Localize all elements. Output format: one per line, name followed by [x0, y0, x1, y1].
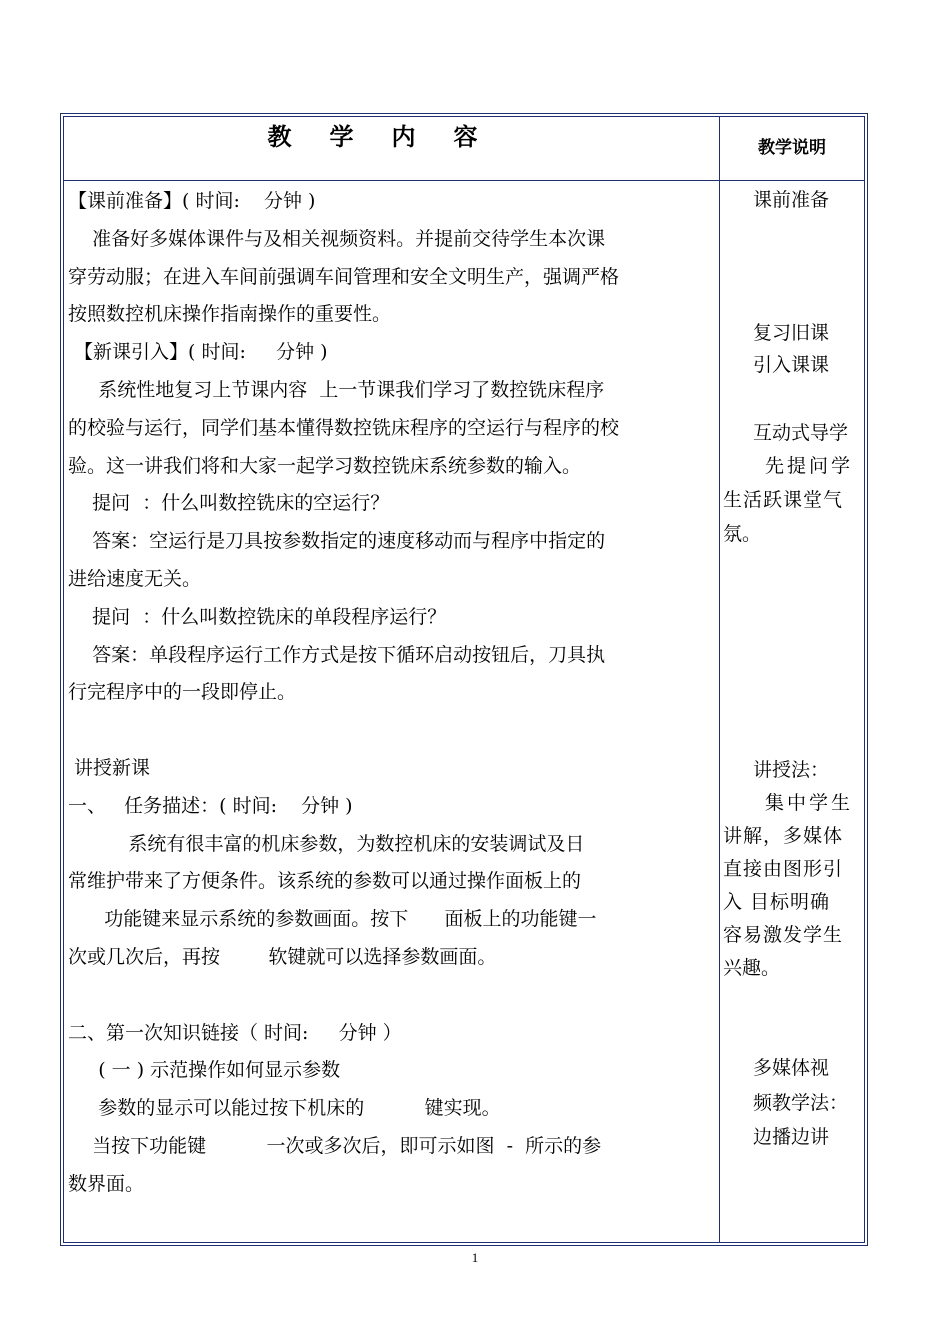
side-note: 互动式导学 [753, 422, 849, 444]
teaching-content-heading: 教学内容 [267, 123, 516, 151]
page-number: 1 [471, 1250, 479, 1265]
teaching-notes-heading: 教学说明 [758, 138, 826, 158]
content-line: 准备好多媒体课件与及相关视频资料。并提前交待学生本次课 [68, 227, 606, 250]
side-note: 讲解，多媒体 [723, 825, 844, 847]
side-note: 入 目标明确 [723, 891, 831, 913]
content-line: 数界面。 [68, 1172, 145, 1195]
content-line: 次或几次后，再按 软键就可以选择参数画面。 [68, 945, 497, 968]
side-note: 讲授法： [753, 759, 830, 781]
side-note: 多媒体视 [753, 1057, 830, 1079]
content-line: 【课前准备】( 时间: 分钟 ) [68, 190, 316, 212]
header-divider [64, 180, 864, 181]
content-line: 进给速度无关。 [68, 567, 202, 590]
teaching-content-body [68, 183, 718, 1204]
side-note: 集中学生 [765, 792, 854, 814]
content-line: 一、 任务描述：( 时间: 分钟 ) [68, 794, 353, 817]
content-line: ( 一 ) 示范操作如何显示参数 [68, 1059, 341, 1082]
side-note: 生活跃课堂气 [723, 489, 844, 511]
content-line: 当按下功能键 一次或多次后，即可示如图 - 所示的参 [68, 1134, 602, 1157]
side-note: 复习旧课 [753, 322, 830, 344]
content-line: 提问 ：什么叫数控铣床的单段程序运行？ [68, 605, 447, 628]
side-note: 直接由图形引 [723, 858, 844, 880]
content-line: 答案：空运行是刀具按参数指定的速度移动而与程序中指定的 [68, 530, 606, 553]
side-note: 兴趣。 [723, 957, 781, 979]
side-note: 先提问学 [765, 455, 854, 477]
content-line: 系统性地复习上节课内容 上一节课我们学习了数控铣床程序 [68, 378, 605, 401]
content-line: 二、第一次知识链接（ 时间: 分钟 ） [68, 1021, 402, 1044]
content-line: 的校验与运行，同学们基本懂得数控铣床程序的空运行与程序的校 [68, 416, 620, 439]
side-note: 氛。 [723, 523, 762, 545]
content-line: 提问 ：什么叫数控铣床的空运行？ [68, 492, 390, 515]
content-line [68, 712, 718, 750]
side-note: 边播边讲 [753, 1126, 830, 1148]
content-line: 【新课引入】( 时间: 分钟 ) [68, 341, 328, 364]
content-line: 穿劳动服；在进入车间前强调车间管理和安全文明生产，强调严格 [68, 265, 620, 288]
content-line: 答案：单段程序运行工作方式是按下循环启动按钮后，刀具执 [68, 643, 606, 666]
content-line: 常维护带来了方便条件。该系统的参数可以通过操作面板上的 [68, 870, 582, 893]
content-line [68, 977, 718, 1015]
content-line: 系统有很丰富的机床参数，为数控机床的安装调试及日 [68, 832, 585, 855]
content-line: 按照数控机床操作指南操作的重要性。 [68, 303, 392, 326]
side-note: 容易激发学生 [723, 924, 844, 946]
side-note: 频教学法： [753, 1092, 849, 1114]
side-note: 引入课课 [753, 354, 830, 376]
content-line: 讲授新课 [68, 756, 151, 779]
side-note: 课前准备 [753, 189, 830, 211]
content-line: 行完程序中的一段即停止。 [68, 681, 297, 704]
content-line: 功能键来显示系统的参数画面。按下 面板上的功能键一 [68, 908, 597, 931]
content-line: 验。这一讲我们将和大家一起学习数控铣床系统参数的输入。 [68, 454, 582, 477]
content-line: 参数的显示可以能过按下机床的 键实现。 [68, 1097, 501, 1120]
column-divider [719, 117, 720, 1242]
